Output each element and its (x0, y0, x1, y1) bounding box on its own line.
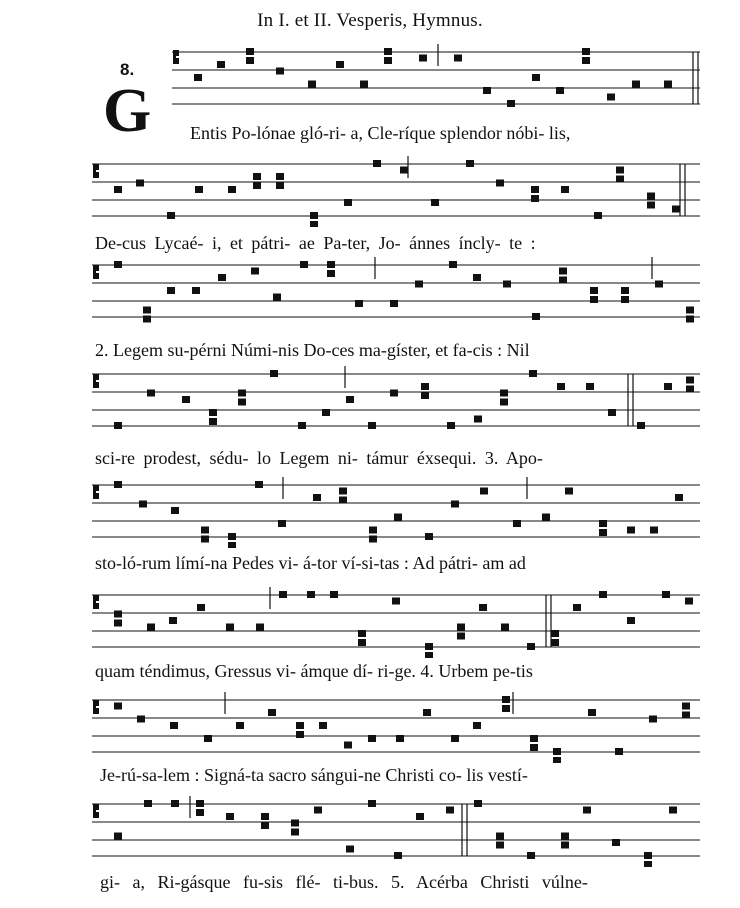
staff-8 (0, 792, 740, 867)
neume-note (466, 160, 474, 167)
neume-note (276, 182, 284, 189)
neume-note (209, 409, 217, 416)
staff-2 (0, 152, 740, 227)
neume-note (143, 307, 151, 314)
neume-note (196, 800, 204, 807)
neume-note (451, 501, 459, 508)
neume-note (256, 624, 264, 631)
neume-note (147, 390, 155, 397)
neume-note (616, 167, 624, 174)
neume-note (607, 94, 615, 101)
neume-note (599, 529, 607, 536)
staff-7 (0, 688, 740, 763)
neume-note (669, 807, 677, 814)
neume-note (298, 422, 306, 429)
neume-note (647, 202, 655, 209)
neume-note (209, 418, 217, 425)
neume-note (276, 173, 284, 180)
neume-note (217, 61, 225, 68)
neume-note (542, 514, 550, 521)
neume-note (447, 422, 455, 429)
neume-note (358, 639, 366, 646)
neume-note (143, 316, 151, 323)
neume-note (503, 281, 511, 288)
neume-note (608, 409, 616, 416)
neume-note (682, 712, 690, 719)
neume-note (291, 829, 299, 836)
neume-note (310, 221, 318, 227)
neume-note (182, 396, 190, 403)
neume-note (195, 186, 203, 193)
neume-note (238, 390, 246, 397)
staff-3 (0, 253, 740, 328)
neume-note (228, 542, 236, 548)
neume-note (590, 287, 598, 294)
neume-note (137, 716, 145, 723)
neume-note (144, 800, 152, 807)
neume-note (307, 591, 315, 598)
lyric-line-1: Entis Po-lónae gló-ri- a, Cle-ríque splendor nóbi- lis, (190, 123, 571, 143)
neume-note (390, 390, 398, 397)
neume-note (327, 261, 335, 268)
neume-note (655, 281, 663, 288)
neume-note (431, 199, 439, 206)
lyric-line-7: Je-rú-sa-lem : Signá-ta sacro sángui-ne Christi co- lis vestí- (100, 765, 528, 785)
neume-note (527, 852, 535, 859)
neume-note (246, 57, 254, 64)
neume-note (114, 186, 122, 193)
neume-note (171, 507, 179, 514)
neume-note (532, 313, 540, 320)
neume-note (330, 591, 338, 598)
neume-note (686, 307, 694, 314)
neume-note (228, 533, 236, 540)
neume-note (425, 652, 433, 658)
neume-note (632, 81, 640, 88)
neume-note (390, 300, 398, 307)
neume-note (627, 527, 635, 534)
neume-note (344, 742, 352, 749)
neume-note (457, 624, 465, 631)
neume-note (590, 296, 598, 303)
neume-note (531, 186, 539, 193)
neume-note (192, 287, 200, 294)
neume-note (253, 173, 261, 180)
neume-note (392, 598, 400, 605)
neume-note (650, 527, 658, 534)
neume-note (358, 630, 366, 637)
neume-note (582, 48, 590, 55)
neume-note (384, 57, 392, 64)
neume-note (278, 520, 286, 527)
neume-note (551, 630, 559, 637)
neume-note (561, 833, 569, 840)
lyric-line-2: De-cus Lycaé- i, et pátri- ae Pa-ter, Jo- ánnes íncly- te : (95, 233, 536, 253)
c-clef-icon (93, 265, 99, 279)
neume-note (559, 277, 567, 284)
neume-note (556, 87, 564, 94)
neume-note (664, 81, 672, 88)
neume-note (559, 268, 567, 275)
neume-note (204, 735, 212, 742)
neume-note (368, 422, 376, 429)
neume-note (339, 497, 347, 504)
neume-note (675, 494, 683, 501)
neume-note (139, 501, 147, 508)
staff-1 (0, 40, 740, 115)
neume-note (346, 846, 354, 853)
neume-note (686, 377, 694, 384)
neume-note (644, 861, 652, 867)
neume-note (583, 807, 591, 814)
neume-note (253, 182, 261, 189)
neume-note (621, 296, 629, 303)
lyric-line-4: sci-re prodest, sédu- lo Legem ni- támur éxsequi. 3. Apo- (95, 448, 543, 468)
neume-note (196, 809, 204, 816)
neume-note (513, 520, 521, 527)
neume-note (527, 643, 535, 650)
neume-note (327, 270, 335, 277)
neume-note (425, 643, 433, 650)
neume-note (270, 370, 278, 377)
neume-note (147, 624, 155, 631)
neume-note (474, 416, 482, 423)
neume-note (647, 193, 655, 200)
neume-note (167, 212, 175, 219)
neume-note (649, 716, 657, 723)
neume-note (599, 520, 607, 527)
neume-note (423, 709, 431, 716)
c-clef-icon (93, 804, 99, 818)
neume-note (686, 316, 694, 323)
neume-note (507, 100, 515, 107)
neume-note (496, 180, 504, 187)
neume-note (594, 212, 602, 219)
neume-note (451, 735, 459, 742)
neume-note (339, 488, 347, 495)
neume-note (473, 274, 481, 281)
neume-note (369, 536, 377, 543)
neume-note (276, 68, 284, 75)
neume-note (474, 800, 482, 807)
neume-note (308, 81, 316, 88)
neume-note (368, 800, 376, 807)
staff-4 (0, 362, 740, 437)
neume-note (662, 591, 670, 598)
neume-note (136, 180, 144, 187)
hymn-number: 8. (120, 60, 135, 79)
neume-note (238, 399, 246, 406)
neume-note (319, 722, 327, 729)
neume-note (561, 842, 569, 849)
c-clef-icon (93, 595, 99, 609)
neume-note (682, 703, 690, 710)
neume-note (384, 48, 392, 55)
neume-note (170, 722, 178, 729)
neume-note (454, 55, 462, 62)
neume-note (612, 839, 620, 846)
neume-note (419, 55, 427, 62)
neume-note (496, 833, 504, 840)
neume-note (446, 807, 454, 814)
neume-note (501, 624, 509, 631)
neume-note (246, 48, 254, 55)
c-clef-icon (93, 164, 99, 178)
neume-note (236, 722, 244, 729)
neume-note (394, 852, 402, 859)
neume-note (228, 186, 236, 193)
neume-note (530, 744, 538, 751)
neume-note (672, 206, 680, 213)
neume-note (616, 176, 624, 183)
neume-note (473, 722, 481, 729)
neume-note (355, 300, 363, 307)
neume-note (291, 820, 299, 827)
neume-note (415, 281, 423, 288)
neume-note (226, 813, 234, 820)
neume-note (532, 74, 540, 81)
c-clef-icon (93, 700, 99, 714)
neume-note (496, 842, 504, 849)
neume-note (394, 514, 402, 521)
lyric-line-6: quam téndimus, Gressus vi- ámque dí- ri-ge. 4. Urbem pe-tis (95, 661, 533, 681)
neume-note (400, 167, 408, 174)
neume-note (599, 591, 607, 598)
neume-note (279, 591, 287, 598)
neume-note (310, 212, 318, 219)
neume-note (502, 696, 510, 703)
neume-note (314, 807, 322, 814)
neume-note (500, 399, 508, 406)
neume-note (531, 195, 539, 202)
neume-note (551, 639, 559, 646)
neume-note (561, 186, 569, 193)
lyric-line-3: 2. Legem su-pérni Númi-nis Do-ces ma-gíster, et fa-cis : Nil (95, 340, 530, 360)
neume-note (425, 533, 433, 540)
neume-note (346, 396, 354, 403)
neume-note (621, 287, 629, 294)
neume-note (480, 488, 488, 495)
neume-note (685, 598, 693, 605)
neume-note (368, 735, 376, 742)
neume-note (500, 390, 508, 397)
neume-note (686, 386, 694, 393)
neume-note (421, 392, 429, 399)
neume-note (573, 604, 581, 611)
neume-note (483, 87, 491, 94)
neume-note (588, 709, 596, 716)
neume-note (344, 199, 352, 206)
neume-note (268, 709, 276, 716)
neume-note (586, 383, 594, 390)
drop-cap-initial: G (103, 77, 152, 145)
neume-note (261, 813, 269, 820)
neume-note (114, 833, 122, 840)
neume-note (336, 61, 344, 68)
c-clef-icon (173, 50, 179, 64)
neume-note (627, 617, 635, 624)
c-clef-icon (93, 485, 99, 499)
page-title: In I. et II. Vesperis, Hymnus. (257, 10, 483, 31)
neume-note (644, 852, 652, 859)
neume-note (114, 703, 122, 710)
neume-note (557, 383, 565, 390)
neume-note (457, 633, 465, 640)
neume-note (273, 294, 281, 301)
neume-note (313, 494, 321, 501)
neume-note (171, 800, 179, 807)
neume-note (664, 383, 672, 390)
neume-note (502, 705, 510, 712)
neume-note (369, 527, 377, 534)
neume-note (615, 748, 623, 755)
neume-note (582, 57, 590, 64)
neume-note (296, 722, 304, 729)
neume-note (114, 422, 122, 429)
neume-note (114, 620, 122, 627)
neume-note (553, 757, 561, 763)
neume-note (553, 748, 561, 755)
neume-note (114, 261, 122, 268)
neume-note (197, 604, 205, 611)
staff-5 (0, 473, 740, 548)
lyric-line-5: sto-ló-rum límí-na Pedes vi- á-tor ví-si-tas : Ad pátri- am ad (95, 553, 526, 573)
neume-note (637, 422, 645, 429)
neume-note (396, 735, 404, 742)
neume-note (322, 409, 330, 416)
neume-note (360, 81, 368, 88)
neume-note (114, 481, 122, 488)
neume-note (300, 261, 308, 268)
neume-note (421, 383, 429, 390)
neume-note (169, 617, 177, 624)
neume-note (565, 488, 573, 495)
neume-note (449, 261, 457, 268)
neume-note (226, 624, 234, 631)
c-clef-icon (93, 374, 99, 388)
neume-note (296, 731, 304, 738)
neume-note (261, 822, 269, 829)
neume-note (529, 370, 537, 377)
neume-note (479, 604, 487, 611)
neume-note (251, 268, 259, 275)
neume-note (255, 481, 263, 488)
neume-note (416, 813, 424, 820)
lyric-line-8: gi- a, Ri-gásque fu-sis flé- ti-bus. 5. Acérba Christi vúlne- (100, 872, 588, 892)
staff-6 (0, 583, 740, 658)
neume-note (530, 735, 538, 742)
neume-note (373, 160, 381, 167)
neume-note (201, 527, 209, 534)
neume-note (218, 274, 226, 281)
neume-note (194, 74, 202, 81)
neume-note (201, 536, 209, 543)
neume-note (114, 611, 122, 618)
neume-note (167, 287, 175, 294)
